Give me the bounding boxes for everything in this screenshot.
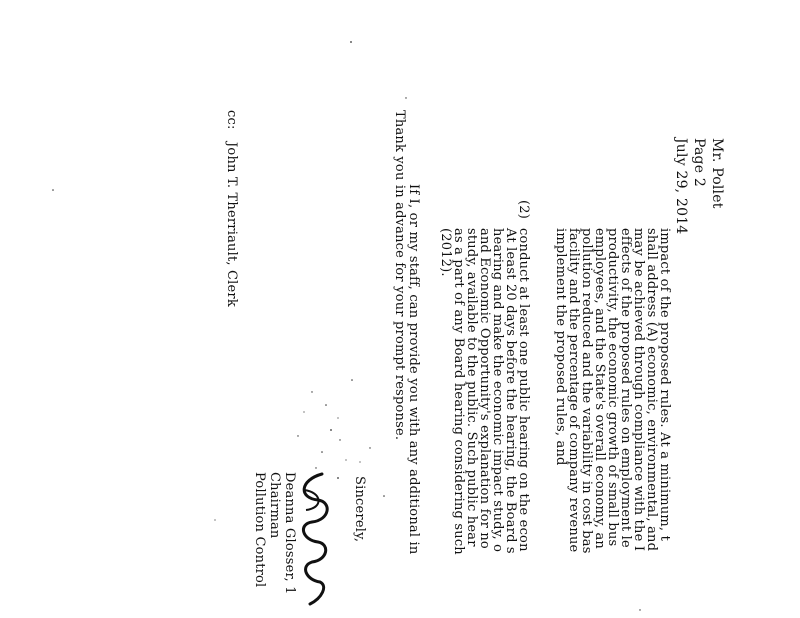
- closing-line: Thank you in advance for your prompt response.: [392, 110, 407, 441]
- valediction: Sincerely,: [352, 476, 367, 543]
- signer-title: Chairman: [267, 472, 282, 539]
- para1-line: may be achieved through compliance with the I: [631, 228, 646, 552]
- para1-line: impact of the proposed rules. At a minimum, t: [657, 228, 672, 542]
- page-number: Page 2: [691, 138, 707, 187]
- para2-line: as a part of any Board hearing considering such: [451, 228, 466, 555]
- addressee: Mr. Pollet: [709, 138, 725, 209]
- para2-line: At least 20 days before the hearing, the Board s: [503, 228, 518, 554]
- para1-line: facility and the percentage of company revenue: [566, 228, 581, 553]
- para2-line: (2012).: [438, 228, 453, 277]
- para1-line: productivity, the economic growth of small bus: [605, 228, 620, 547]
- letter-date: July 29, 2014: [673, 138, 689, 235]
- para2-line: conduct at least one public hearing on the econ: [516, 228, 531, 552]
- signer-name: Deanna Glosser, 1: [282, 472, 297, 595]
- item-number: (2): [516, 200, 531, 220]
- para1-line: employees, and the State's overall economy, an: [592, 228, 607, 549]
- para1-line: shall address (A) economic, environmental, and: [644, 228, 659, 552]
- para2-line: study, available to the public. Such public hear: [464, 228, 479, 547]
- cc-label: cc:: [224, 110, 239, 130]
- para1-line: implement the proposed rules, and: [553, 228, 568, 466]
- signer-org: Pollution Control: [252, 472, 267, 588]
- para2-line: hearing and make the economic impact study, o: [490, 228, 505, 553]
- closing-line: If I, or my staff, can provide you with any additional in: [406, 184, 421, 555]
- para1-line: effects of the proposed rules on employment le: [618, 228, 633, 548]
- handwritten-signature: [292, 470, 336, 610]
- para2-line: and Economic Opportunity's explanation for no: [477, 228, 492, 549]
- cc-recipient: John T. Therriault, Clerk: [224, 142, 239, 307]
- para1-line: pollution reduced and the variability in cost bas: [579, 228, 594, 554]
